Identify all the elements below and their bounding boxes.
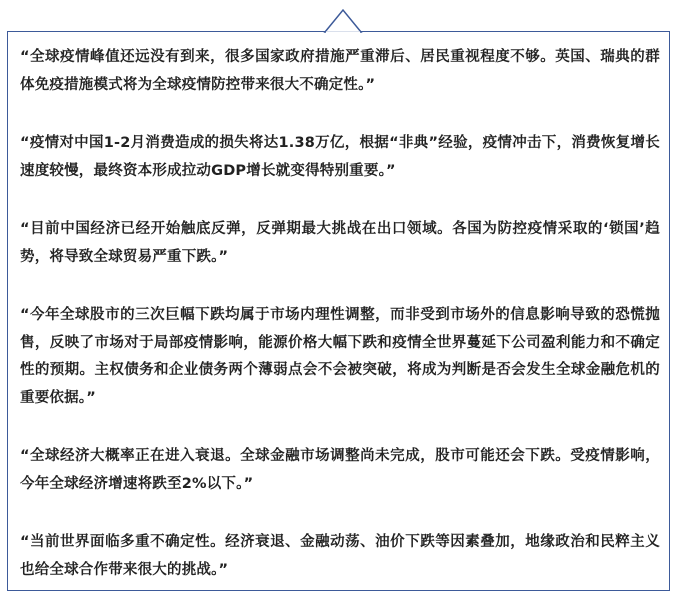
quote-list [20, 44, 660, 615]
quote-1: “全球疫情峰值还远没有到来，很多国家政府措施严重滞后、居民重视程度不够。英国、瑞典的群体免疫措施模式将为全球疫情防控带来很大不确定性。” [20, 49, 660, 93]
quote-4: “今年全球股市的三次巨幅下跌均属于市场内理性调整，而非受到市场外的信息影响导致的恐慌抛售，反映了市场对于局部疫情影响，能源价格大幅下跌和疫情全世界蔓延下公司盈利能力和不确定性的预期。主权债务和企业债务两个薄弱点会不会被突破，将成为判断是否会发生全球金融危机的重要依据。” [20, 307, 660, 406]
quote-6: “当前世界面临多重不确定性。经济衰退、金融动荡、油价下跌等因素叠加，地缘政治和民粹主义也给全球合作带来很大的挑战。” [20, 534, 660, 578]
quote-5: “全球经济大概率正在进入衰退。全球金融市场调整尚未完成，股市可能还会下跌。受疫情影响，今年全球经济增速将跌至2%以下。” [20, 448, 660, 492]
quote-panel [7, 31, 670, 591]
quote-2: “疫情对中国1-2月消费造成的损失将达1.38万亿，根据“非典”经验，疫情冲击下，消费恢复增长速度较慢，最终资本形成拉动GDP增长就变得特别重要。” [20, 135, 660, 179]
quote-3: “目前中国经济已经开始触底反弹，反弹期最大挑战在出口领域。各国为防控疫情采取的‘锁国’趋势，将导致全球贸易严重下跌。” [20, 221, 660, 265]
speech-pointer-icon [325, 9, 361, 33]
